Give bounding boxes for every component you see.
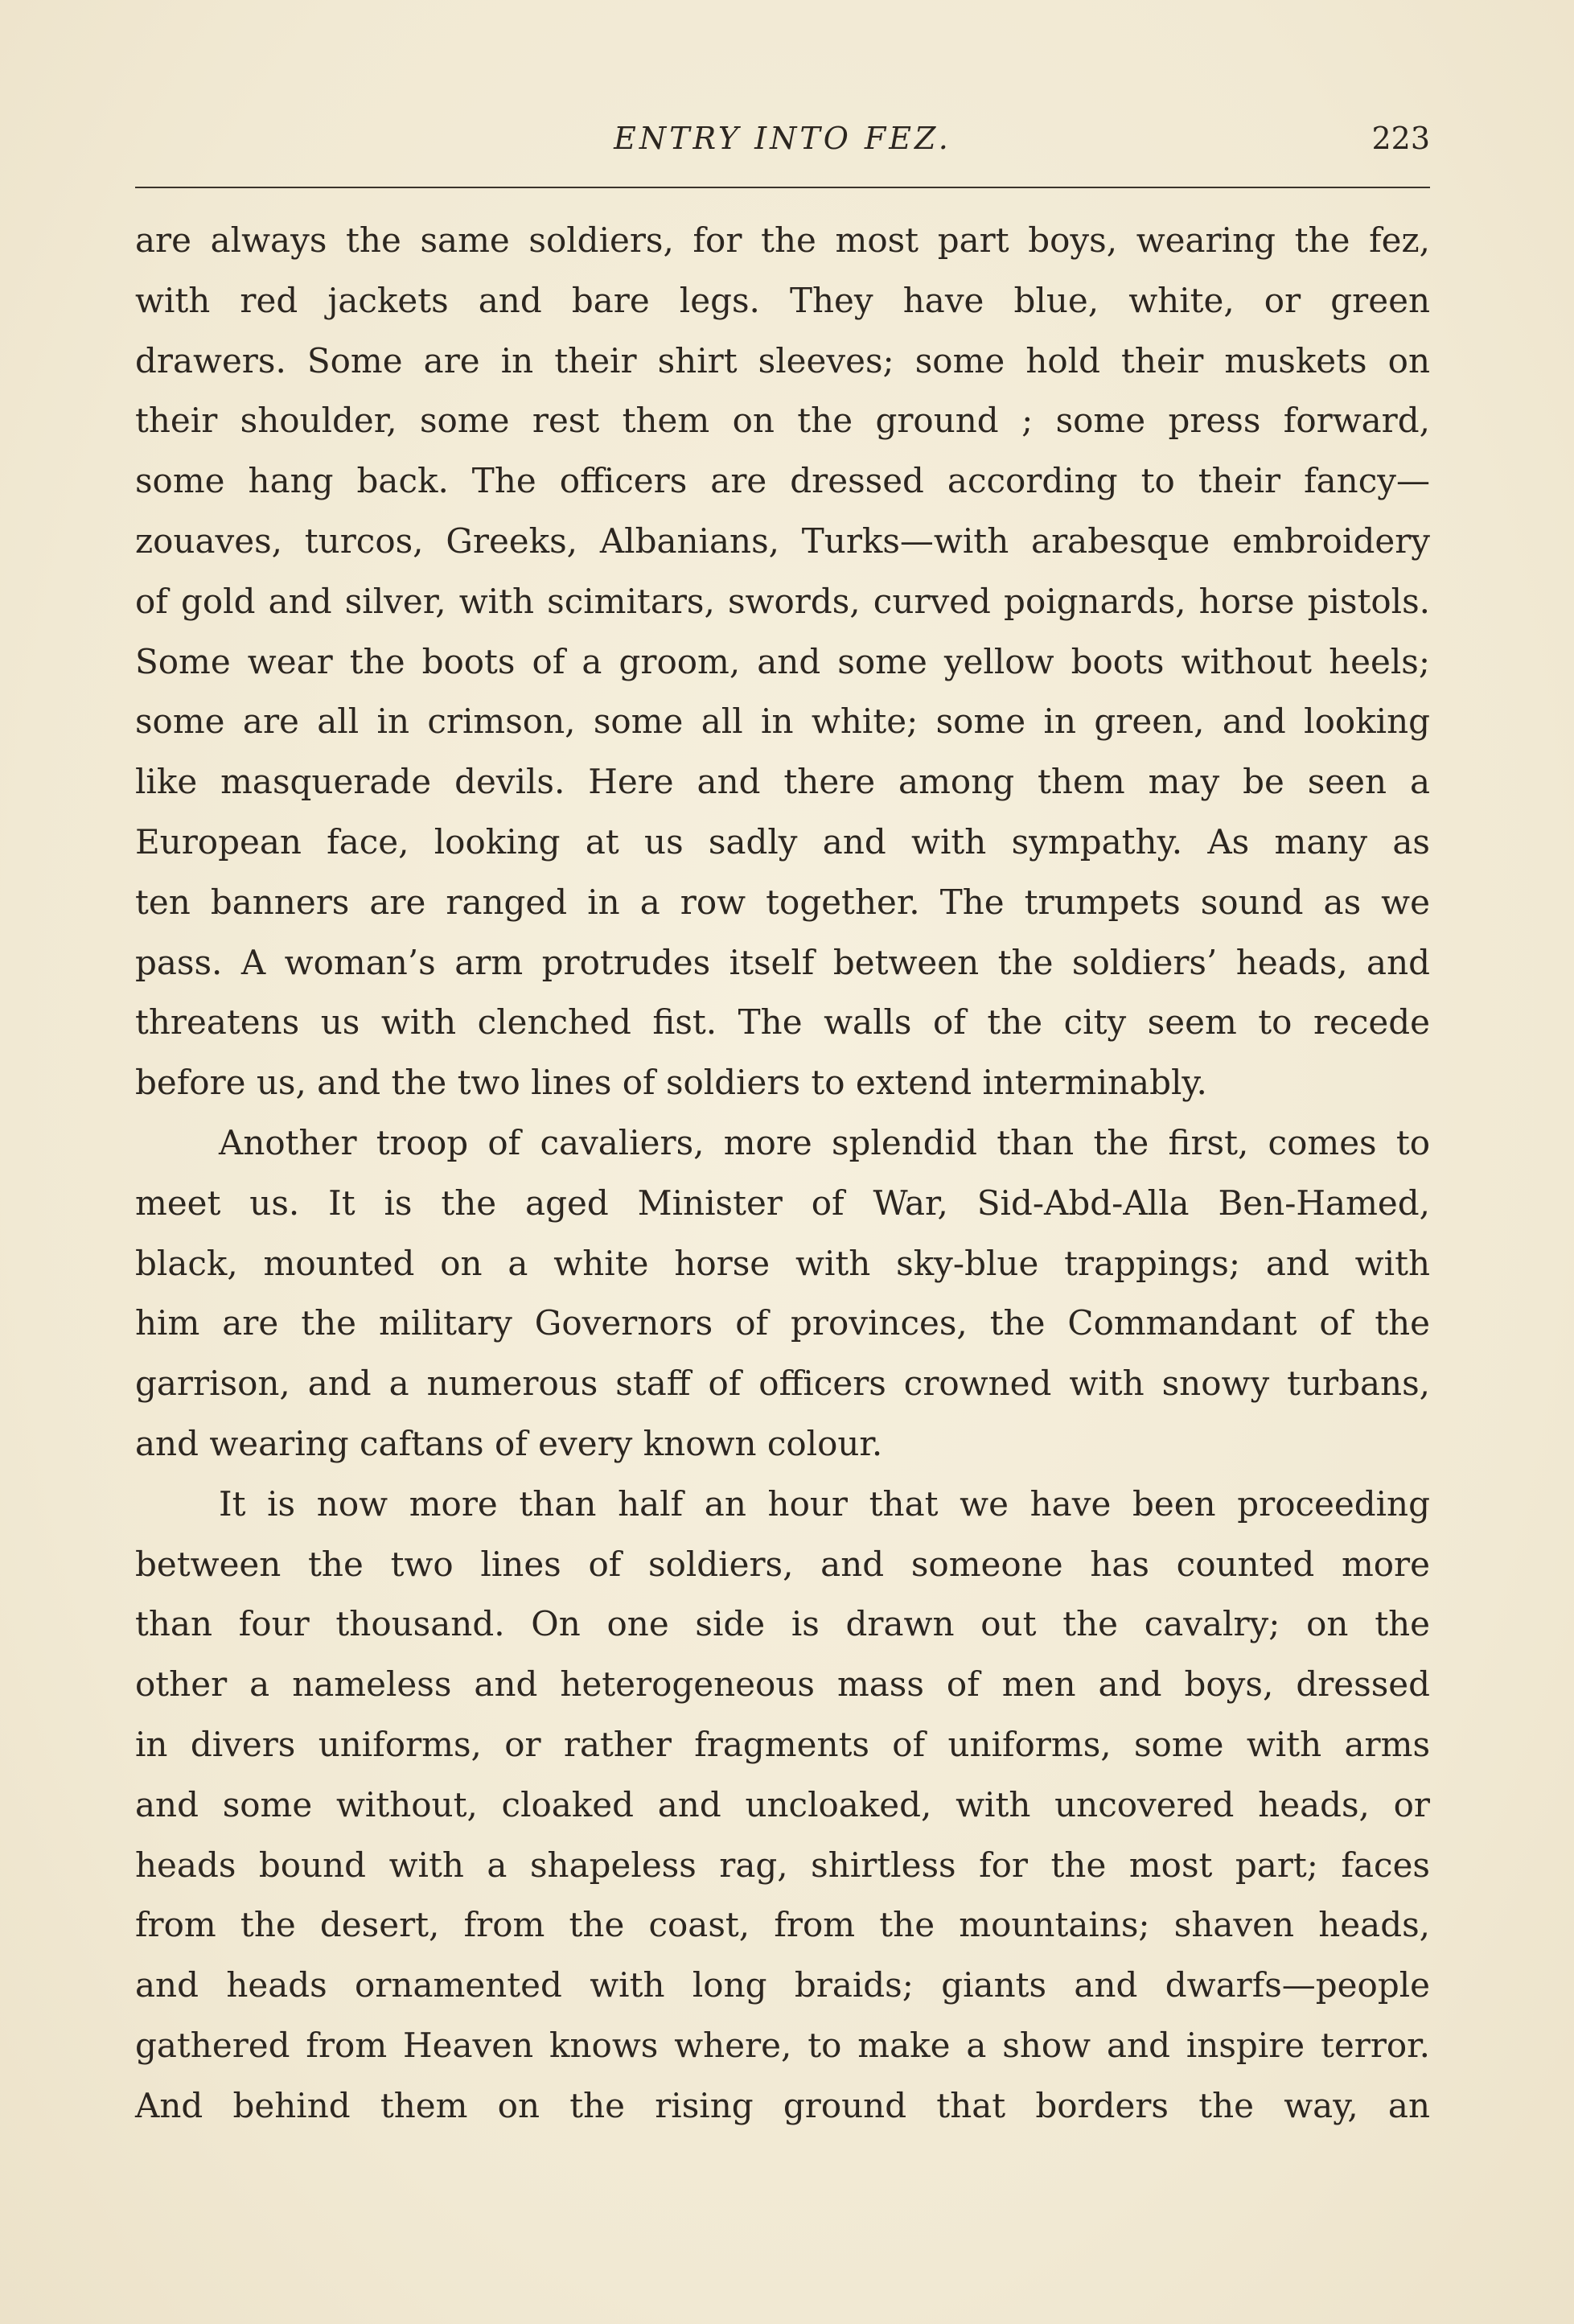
text-line: and some without, cloaked and uncloaked, with uncovered heads, or (135, 1784, 1430, 1824)
paragraph-start-line: Another troop of cavaliers, more splendid than the first, comes to (219, 1122, 1430, 1162)
page-number: 223 (1371, 121, 1430, 156)
text-line: in divers uniforms, or rather fragments of uniforms, some with arms (135, 1724, 1430, 1764)
text-line: from the desert, from the coast, from the mountains; shaven heads, (135, 1905, 1430, 1945)
running-title: ENTRY INTO FEZ. (614, 121, 951, 156)
text-line: drawers. Some are in their shirt sleeves; some hold their muskets on (135, 340, 1430, 380)
paragraph-end-line: and wearing caftans of every known colour. (135, 1423, 883, 1463)
text-line: with red jackets and bare legs. They have blue, white, or green (135, 280, 1430, 320)
text-line: other a nameless and heterogeneous mass of men and boys, dressed (135, 1664, 1430, 1705)
text-line: some are all in crimson, some all in white; some in green, and looking (135, 701, 1430, 742)
text-line: black, mounted on a white horse with sky-blue trappings; and with (135, 1243, 1430, 1283)
text-line: than four thousand. On one side is drawn out the cavalry; on the (135, 1604, 1430, 1644)
paragraph-start-line: It is now more than half an hour that we have been proceeding (219, 1483, 1430, 1524)
text-line: are always the same soldiers, for the most part boys, wearing the fez, (135, 220, 1430, 260)
body-text (135, 211, 1430, 2137)
text-line: meet us. It is the aged Minister of War, Sid-Abd-Alla Ben-Hamed, (135, 1183, 1430, 1223)
text-line: like masquerade devils. Here and there among them may be seen a (135, 762, 1430, 802)
text-line: And behind them on the rising ground that borders the way, an (135, 2085, 1430, 2125)
text-line: zouaves, turcos, Greeks, Albanians, Turks—with arabesque embroidery (135, 520, 1430, 561)
paragraph-end-line: before us, and the two lines of soldiers to extend interminably. (135, 1063, 1207, 1103)
text-line: garrison, and a numerous staff of officers crowned with snowy turbans, (135, 1364, 1430, 1404)
text-line: European face, looking at us sadly and with sympathy. As many as (135, 821, 1430, 862)
text-line: Some wear the boots of a groom, and some yellow boots without heels; (135, 641, 1430, 681)
text-line: some hang back. The officers are dressed according to their fancy— (135, 461, 1430, 501)
header-rule (135, 187, 1430, 188)
text-line: ten banners are ranged in a row together. The trumpets sound as we (135, 882, 1430, 922)
running-head (135, 121, 1430, 169)
text-line: pass. A woman’s arm protrudes itself between the soldiers’ heads, and (135, 942, 1430, 982)
text-line: between the two lines of soldiers, and someone has counted more (135, 1544, 1430, 1584)
text-line: threatens us with clenched fist. The walls of the city seem to recede (135, 1002, 1430, 1043)
text-line: their shoulder, some rest them on the ground ; some press forward, (135, 401, 1430, 441)
text-line: and heads ornamented with long braids; giants and dwarfs—people (135, 1965, 1430, 2005)
text-line: of gold and silver, with scimitars, swords, curved poignards, horse pistols. (135, 581, 1430, 621)
text-line: him are the military Governors of provinces, the Commandant of the (135, 1303, 1430, 1343)
text-line: heads bound with a shapeless rag, shirtless for the most part; faces (135, 1845, 1430, 1885)
text-line: gathered from Heaven knows where, to make a show and inspire terror. (135, 2025, 1430, 2065)
